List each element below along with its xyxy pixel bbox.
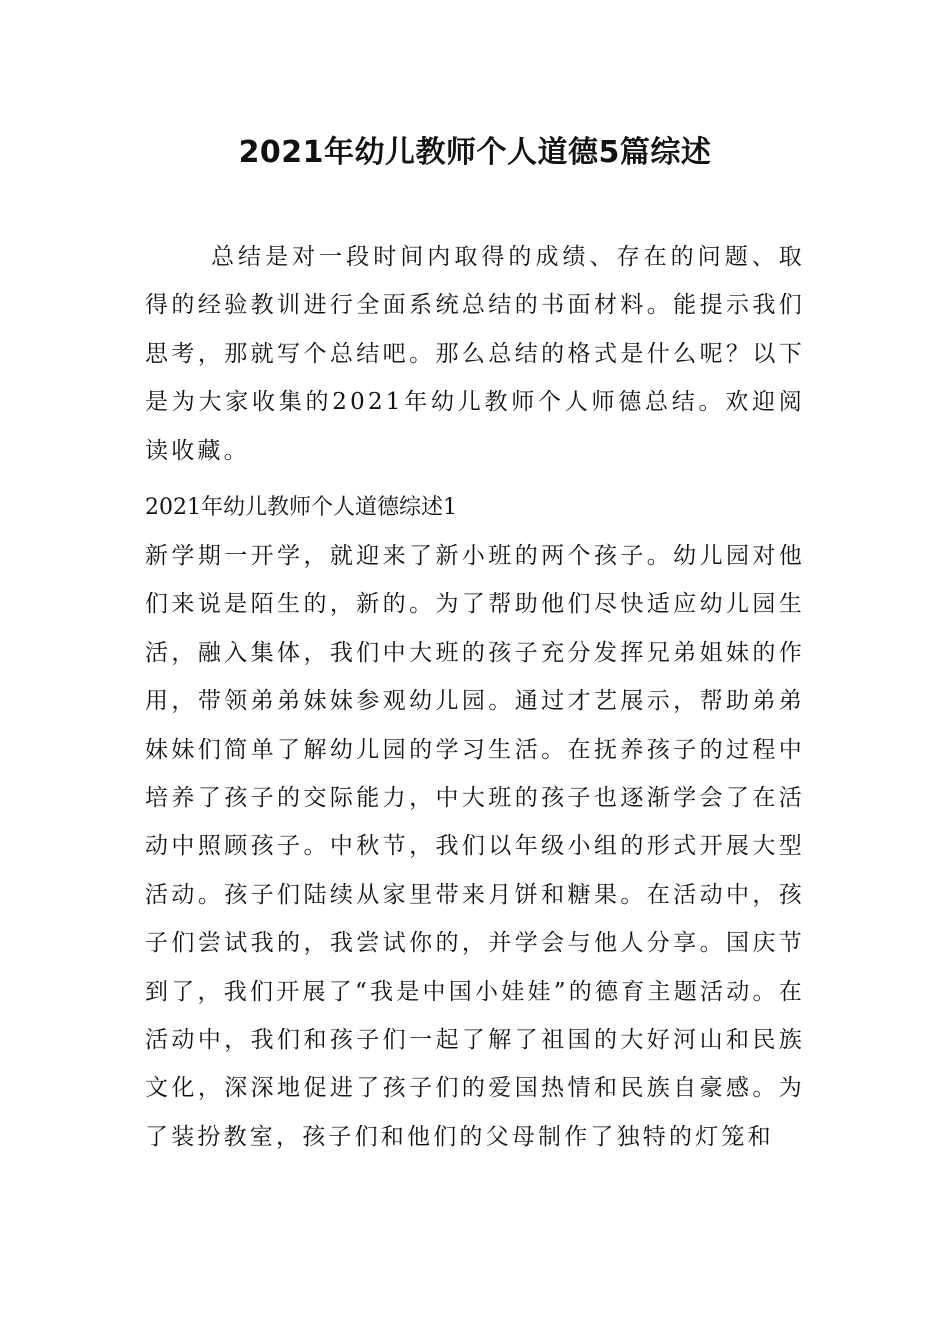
- document-title: 2021年幼儿教师个人道德5篇综述: [238, 135, 712, 170]
- intro-paragraph: 总结是对一段时间内取得的成绩、存在的问题、取得的经验教训进行全面系统总结的书面材料。能提示我们思考，那就写个总结吧。那么总结的格式是什么呢？以下是为大家收集的2021年幼儿教师个人师德总结。欢迎阅读收藏。: [145, 244, 805, 464]
- section-heading: 2021年幼儿教师个人道德综述1: [145, 495, 457, 520]
- section-body-paragraph: 新学期一开学，就迎来了新小班的两个孩子。幼儿园对他们来说是陌生的，新的。为了帮助他们尽快适应幼儿园生活，融入集体，我们中大班的孩子充分发挥兄弟姐妹的作用，带领弟弟妹妹参观幼儿园。通过才艺展示，帮助弟弟妹妹们简单了解幼儿园的学习生活。在抚养孩子的过程中培养了孩子的交际能力，中大班的孩子也逐渐学会了在活动中照顾孩子。中秋节，我们以年级小组的形式开展大型活动。孩子们陆续从家里带来月饼和糖果。在活动中，孩子们尝试我的，我尝试你的，并学会与他人分享。国庆节到了，我们开展了“我是中国小娃娃”的德育主题活动。在活动中，我们和孩子们一起了解了祖国的大好河山和民族文化，深深地促进了孩子们的爱国热情和民族自豪感。为了装扮教室，孩子们和他们的父母制作了独特的灯笼和: [145, 543, 805, 1150]
